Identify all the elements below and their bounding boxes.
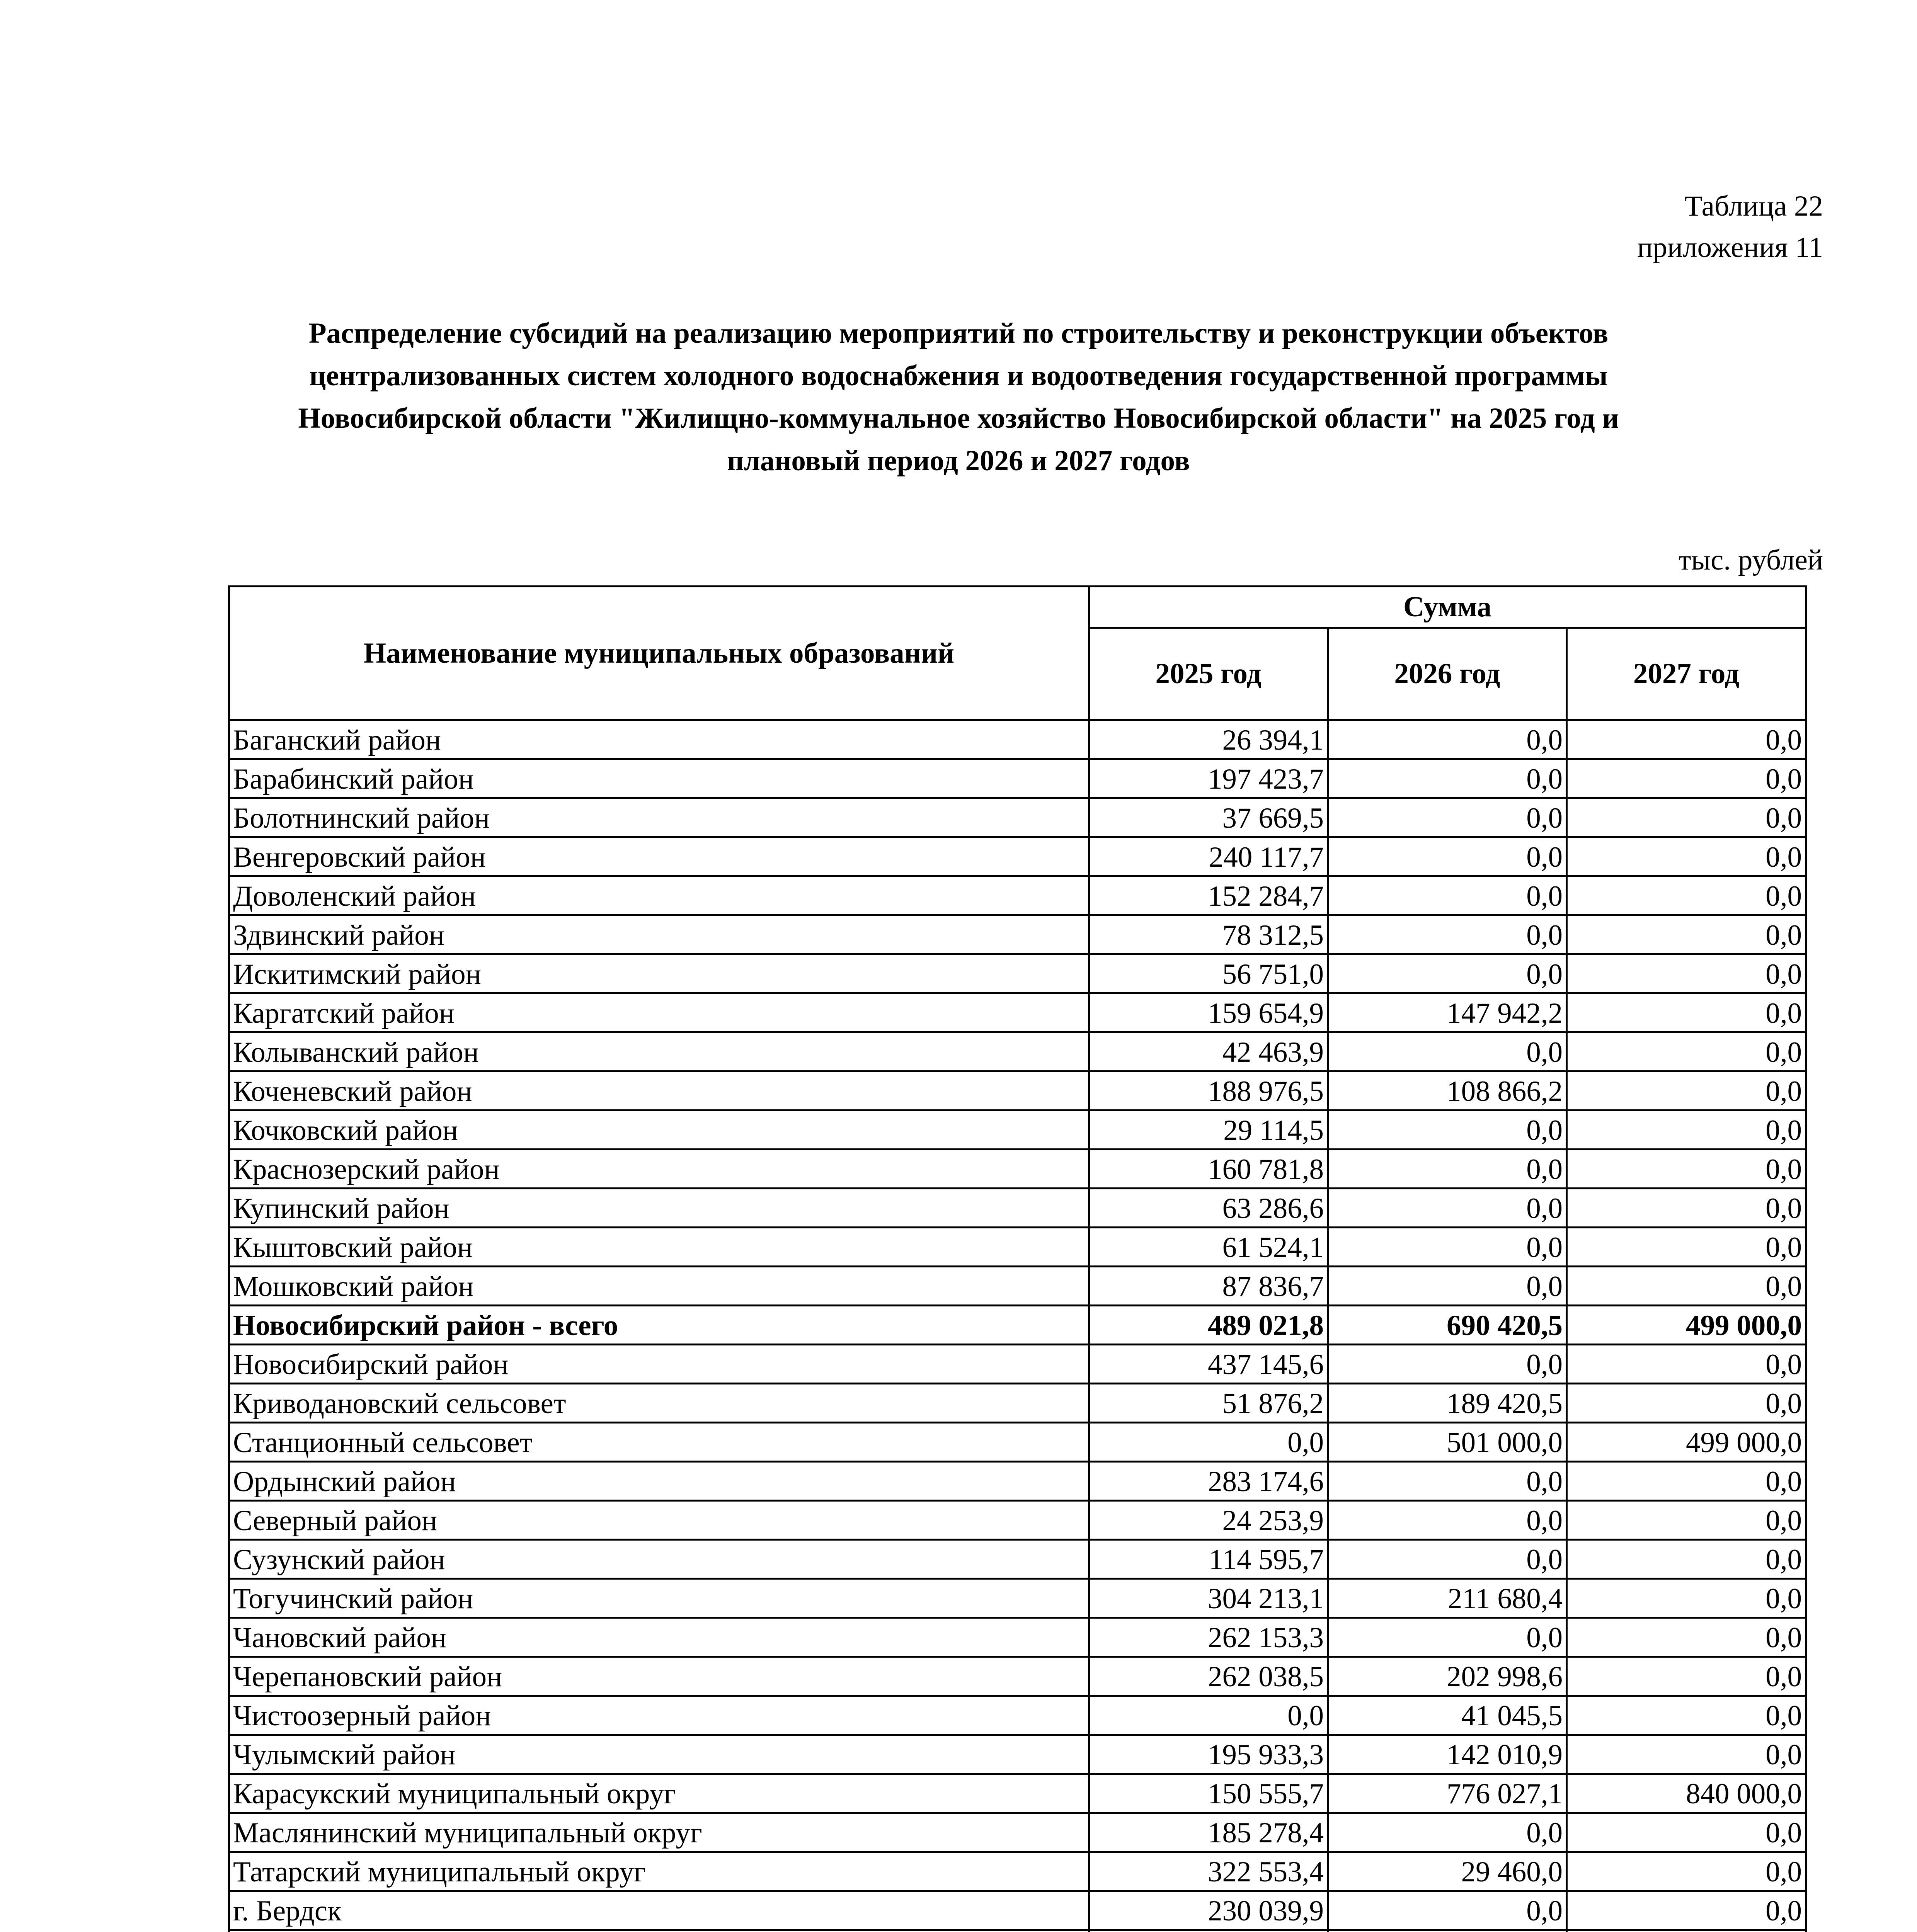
row-value-2026: 0,0 [1328, 1813, 1567, 1852]
table-row [229, 1267, 1806, 1306]
row-value-2025: 29 114,5 [1089, 1111, 1328, 1150]
row-value-2026: 29 460,0 [1328, 1852, 1567, 1891]
header-year-2025: 2025 год [1089, 628, 1328, 720]
row-value-2027: 0,0 [1567, 954, 1806, 993]
row-value-2025: 87 836,7 [1089, 1267, 1328, 1306]
row-name: Станционный сельсовет [229, 1423, 1089, 1462]
row-value-2025: 195 933,3 [1089, 1735, 1328, 1774]
table-row [229, 876, 1806, 915]
row-value-2025: 489 021,8 [1089, 1306, 1328, 1345]
table-row [229, 1735, 1806, 1774]
row-value-2027: 0,0 [1567, 1228, 1806, 1267]
table-row [229, 1306, 1806, 1345]
row-value-2027: 0,0 [1567, 915, 1806, 954]
row-value-2025: 114 595,7 [1089, 1540, 1328, 1579]
row-value-2025: 152 284,7 [1089, 876, 1328, 915]
row-value-2025: 262 153,3 [1089, 1618, 1328, 1657]
table-row [229, 1228, 1806, 1267]
row-value-2025: 230 039,9 [1089, 1891, 1328, 1930]
row-value-2025: 304 213,1 [1089, 1579, 1328, 1618]
row-value-2027: 0,0 [1567, 1540, 1806, 1579]
row-value-2025: 437 145,6 [1089, 1345, 1328, 1384]
row-name: Татарский муниципальный округ [229, 1852, 1089, 1891]
table-row [229, 1345, 1806, 1384]
row-name: Купинский район [229, 1189, 1089, 1228]
row-name: Чановский район [229, 1618, 1089, 1657]
row-value-2027: 0,0 [1567, 1345, 1806, 1384]
row-value-2025: 262 038,5 [1089, 1657, 1328, 1696]
row-value-2026: 0,0 [1328, 1032, 1567, 1071]
table-row [229, 1813, 1806, 1852]
row-value-2026: 0,0 [1328, 759, 1567, 798]
row-value-2027: 0,0 [1567, 1111, 1806, 1150]
row-value-2025: 188 976,5 [1089, 1071, 1328, 1111]
row-value-2025: 160 781,8 [1089, 1150, 1328, 1189]
units-label: тыс. рублей [1678, 544, 1823, 576]
header-year-2027: 2027 год [1567, 628, 1806, 720]
row-value-2027: 0,0 [1567, 1813, 1806, 1852]
row-value-2026: 41 045,5 [1328, 1696, 1567, 1735]
table-row [229, 1618, 1806, 1657]
row-value-2027: 0,0 [1567, 1891, 1806, 1930]
table-row [229, 798, 1806, 837]
table-row [229, 1891, 1806, 1930]
row-value-2025: 185 278,4 [1089, 1813, 1328, 1852]
row-name: Сузунский район [229, 1540, 1089, 1579]
row-value-2026: 0,0 [1328, 1111, 1567, 1150]
table-row [229, 954, 1806, 993]
row-value-2025: 24 253,9 [1089, 1501, 1328, 1540]
table-row [229, 1111, 1806, 1150]
row-value-2025: 42 463,9 [1089, 1032, 1328, 1071]
row-value-2025: 0,0 [1089, 1423, 1328, 1462]
table-row [229, 1071, 1806, 1111]
row-name: Доволенский район [229, 876, 1089, 915]
row-value-2025: 240 117,7 [1089, 837, 1328, 876]
row-name: Болотнинский район [229, 798, 1089, 837]
row-name: Северный район [229, 1501, 1089, 1540]
row-name: Ордынский район [229, 1462, 1089, 1501]
row-value-2027: 0,0 [1567, 1150, 1806, 1189]
table-row [229, 1579, 1806, 1618]
row-value-2027: 0,0 [1567, 1384, 1806, 1423]
row-name: Маслянинский муниципальный округ [229, 1813, 1089, 1852]
row-value-2026: 0,0 [1328, 798, 1567, 837]
row-value-2027: 0,0 [1567, 1462, 1806, 1501]
row-value-2025: 78 312,5 [1089, 915, 1328, 954]
row-value-2027: 0,0 [1567, 1618, 1806, 1657]
row-value-2027: 499 000,0 [1567, 1306, 1806, 1345]
row-value-2026: 211 680,4 [1328, 1579, 1567, 1618]
header-sum: Сумма [1089, 587, 1806, 628]
row-value-2027: 840 000,0 [1567, 1774, 1806, 1813]
subsidy-table [228, 585, 1807, 1932]
row-value-2027: 0,0 [1567, 1032, 1806, 1071]
table-row [229, 1852, 1806, 1891]
row-name: Колыванский район [229, 1032, 1089, 1071]
table-row [229, 1657, 1806, 1696]
row-value-2026: 501 000,0 [1328, 1423, 1567, 1462]
row-value-2026: 0,0 [1328, 1228, 1567, 1267]
row-value-2026: 0,0 [1328, 1189, 1567, 1228]
row-value-2027 [1567, 1930, 1806, 1932]
row-value-2027: 0,0 [1567, 1852, 1806, 1891]
row-value-2026: 0,0 [1328, 1345, 1567, 1384]
appendix-reference: приложения 11 [1637, 231, 1823, 264]
row-value-2026: 108 866,2 [1328, 1071, 1567, 1111]
row-value-2026: 690 420,5 [1328, 1306, 1567, 1345]
table-row [229, 1384, 1806, 1423]
row-name: Каргатский район [229, 993, 1089, 1032]
row-value-2026: 189 420,5 [1328, 1384, 1567, 1423]
row-name: Чистоозерный район [229, 1696, 1089, 1735]
row-value-2027: 0,0 [1567, 720, 1806, 759]
row-value-2026: 776 027,1 [1328, 1774, 1567, 1813]
row-value-2027: 0,0 [1567, 1696, 1806, 1735]
row-value-2026: 202 998,6 [1328, 1657, 1567, 1696]
row-name: Здвинский район [229, 915, 1089, 954]
row-value-2026: 0,0 [1328, 1618, 1567, 1657]
row-name: Коченевский район [229, 1071, 1089, 1111]
document-title: Распределение субсидий на реализацию мероприятий по строительству и реконструкции объектов централизованных систем холодного водоснабжения и водоотведения государственной программы Новосибирской области "Жилищно-коммунальное хозяйство Новосибирской области" на 2025 год и плановый период 2026 и 2027 годов [298, 317, 1619, 477]
table-row [229, 720, 1806, 759]
row-value-2027: 499 000,0 [1567, 1423, 1806, 1462]
row-value-2027: 0,0 [1567, 1735, 1806, 1774]
row-value-2026: 0,0 [1328, 837, 1567, 876]
row-value-2026 [1328, 1930, 1567, 1932]
row-name: Чулымский район [229, 1735, 1089, 1774]
row-value-2027: 0,0 [1567, 837, 1806, 876]
row-value-2027: 0,0 [1567, 1657, 1806, 1696]
table-row [229, 915, 1806, 954]
table-row [229, 1540, 1806, 1579]
row-name: Новосибирский район - всего [229, 1306, 1089, 1345]
row-value-2025: 322 553,4 [1089, 1852, 1328, 1891]
row-value-2027: 0,0 [1567, 1579, 1806, 1618]
row-value-2026: 142 010,9 [1328, 1735, 1567, 1774]
row-name: Мошковский район [229, 1267, 1089, 1306]
row-value-2026: 0,0 [1328, 1462, 1567, 1501]
table-row [229, 1032, 1806, 1071]
table-row [229, 837, 1806, 876]
row-name: Барабинский район [229, 759, 1089, 798]
row-value-2025: 159 654,9 [1089, 993, 1328, 1032]
row-value-2026: 0,0 [1328, 1150, 1567, 1189]
row-value-2026: 0,0 [1328, 1540, 1567, 1579]
row-value-2027: 0,0 [1567, 798, 1806, 837]
row-name: Кочковский район [229, 1111, 1089, 1150]
row-value-2026: 0,0 [1328, 915, 1567, 954]
table-row [229, 759, 1806, 798]
row-value-2025: 150 555,7 [1089, 1774, 1328, 1813]
row-value-2026: 0,0 [1328, 1501, 1567, 1540]
row-name: Кыштовский район [229, 1228, 1089, 1267]
table-row [229, 1696, 1806, 1735]
table-row [229, 1774, 1806, 1813]
row-name: Карасукский муниципальный округ [229, 1774, 1089, 1813]
row-name: Новосибирский район [229, 1345, 1089, 1384]
row-value-2026: 0,0 [1328, 876, 1567, 915]
row-name: Венгеровский район [229, 837, 1089, 876]
row-value-2026: 0,0 [1328, 1891, 1567, 1930]
row-name: Искитимский район [229, 954, 1089, 993]
row-value-2025 [1089, 1930, 1328, 1932]
header-municipality: Наименование муниципальных образований [229, 587, 1089, 720]
row-value-2025: 0,0 [1089, 1696, 1328, 1735]
row-name: Баганский район [229, 720, 1089, 759]
table-body [229, 720, 1806, 1932]
table-row [229, 1423, 1806, 1462]
row-value-2026: 147 942,2 [1328, 993, 1567, 1032]
row-value-2025: 63 286,6 [1089, 1189, 1328, 1228]
table-row [229, 1462, 1806, 1501]
row-value-2027: 0,0 [1567, 1267, 1806, 1306]
row-value-2027: 0,0 [1567, 876, 1806, 915]
row-value-2026: 0,0 [1328, 1267, 1567, 1306]
row-value-2027: 0,0 [1567, 1501, 1806, 1540]
row-name: г. Бердск [229, 1891, 1089, 1930]
table-row [229, 1501, 1806, 1540]
row-value-2026: 0,0 [1328, 720, 1567, 759]
row-value-2027: 0,0 [1567, 1189, 1806, 1228]
row-value-2027: 0,0 [1567, 1071, 1806, 1111]
table-row [229, 993, 1806, 1032]
row-value-2025: 37 669,5 [1089, 798, 1328, 837]
row-name [229, 1930, 1089, 1932]
row-value-2027: 0,0 [1567, 993, 1806, 1032]
row-name: Краснозерский район [229, 1150, 1089, 1189]
row-name: Криводановский сельсовет [229, 1384, 1089, 1423]
row-name: Тогучинский район [229, 1579, 1089, 1618]
row-value-2025: 56 751,0 [1089, 954, 1328, 993]
row-value-2025: 197 423,7 [1089, 759, 1328, 798]
table-row [229, 1930, 1806, 1932]
header-year-2026: 2026 год [1328, 628, 1567, 720]
row-value-2027: 0,0 [1567, 759, 1806, 798]
row-value-2025: 283 174,6 [1089, 1462, 1328, 1501]
table-number: Таблица 22 [1684, 190, 1823, 222]
table-row [229, 1189, 1806, 1228]
row-value-2025: 51 876,2 [1089, 1384, 1328, 1423]
table-row [229, 1150, 1806, 1189]
row-value-2026: 0,0 [1328, 954, 1567, 993]
row-value-2025: 61 524,1 [1089, 1228, 1328, 1267]
row-value-2025: 26 394,1 [1089, 720, 1328, 759]
row-name: Черепановский район [229, 1657, 1089, 1696]
